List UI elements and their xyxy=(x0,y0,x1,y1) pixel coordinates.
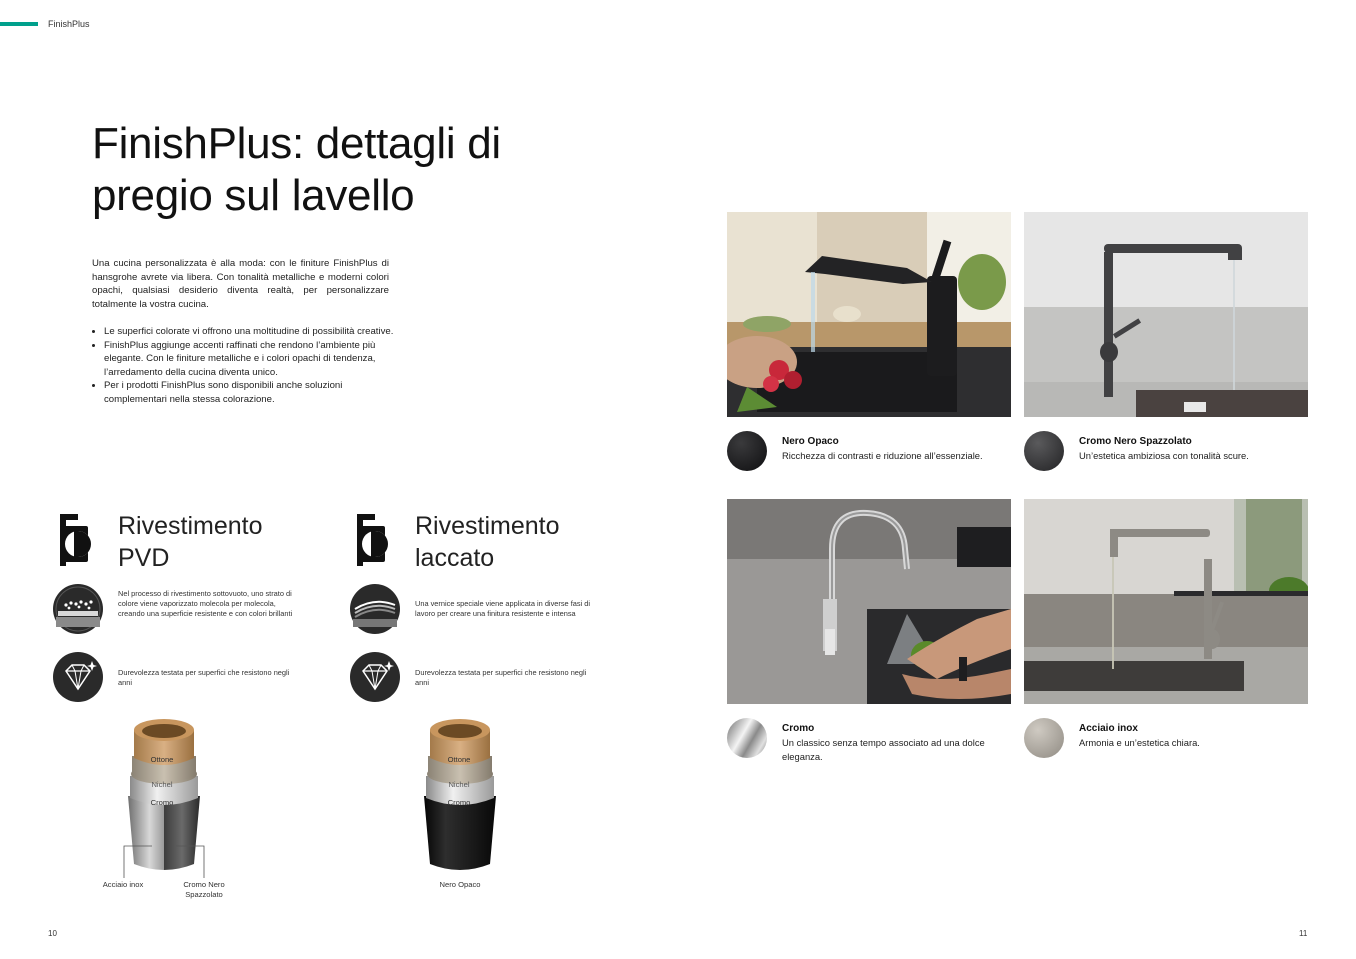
finish-desc: Un’estetica ambiziosa con tonalità scure. xyxy=(1079,450,1249,461)
faucet-coating-icon xyxy=(56,512,96,568)
diamond-icon xyxy=(52,651,104,703)
pvd-title xyxy=(118,510,263,574)
swatch-chrome xyxy=(727,718,767,758)
lacquer-layer-nickel: Nichel xyxy=(448,780,470,789)
vacuum-coating-icon xyxy=(52,583,104,635)
finish-name: Nero Opaco xyxy=(782,436,839,447)
finish-desc: Armonia e un’estetica chiara. xyxy=(1079,737,1200,748)
lacquer-title-line2: laccato xyxy=(415,544,495,572)
page-number-left: 10 xyxy=(48,929,57,938)
lacquer-layers-cylinder xyxy=(416,716,506,872)
photo-matt-black-faucet xyxy=(727,212,1011,417)
finish-desc: Ricchezza di contrasti e riduzione all’essenziale. xyxy=(782,450,983,461)
section-label: FinishPlus xyxy=(48,19,90,29)
feature-list xyxy=(92,325,404,407)
pvd-label-brushed-black: Cromo Nero Spazzolato xyxy=(183,880,225,899)
feature-item: • Per i prodotti FinishPlus sono disponibili anche soluzioni complementari nella stessa colorazione. xyxy=(104,379,404,406)
section-accent-bar xyxy=(0,22,38,26)
page-number-right: 11 xyxy=(1299,929,1308,938)
page-title-line1: FinishPlus: dettagli di xyxy=(92,119,501,168)
swatch-stainless-steel xyxy=(1024,718,1064,758)
swatch-matt-black xyxy=(727,431,767,471)
finish-name: Acciaio inox xyxy=(1079,723,1138,734)
finish-desc: Un classico senza tempo associato ad una dolce eleganza. xyxy=(782,737,985,762)
swatch-brushed-black-chrome xyxy=(1024,431,1064,471)
photo-chrome-faucet xyxy=(727,499,1011,704)
pvd-layer-chrome: Cromo xyxy=(150,798,174,807)
lacquer-durability-desc: Durevolezza testata per superfici che resistono negli anni xyxy=(415,668,587,687)
feature-item: • Le superfici colorate vi offrono una moltitudine di possibilità creative. xyxy=(104,325,404,339)
feature-item: • FinishPlus aggiunge accenti raffinati che rendono l’ambiente più elegante. Con le finiture metalliche e i colori opachi di tendenza, l’arredamento della cucina diventa unico. xyxy=(104,339,404,380)
pvd-label-steel: Acciaio inox xyxy=(102,880,144,889)
pvd-title-line2: PVD xyxy=(118,544,170,572)
pvd-process-desc: Nel processo di rivestimento sottovuoto, uno strato di colore viene vaporizzato molecola per molecola, creando una superficie resistente e con colori brillanti xyxy=(118,589,293,618)
pvd-layer-nickel: Nichel xyxy=(151,780,173,789)
diamond-icon xyxy=(349,651,401,703)
pvd-label-leaders xyxy=(118,842,210,878)
lacquer-title-line1: Rivestimento xyxy=(415,512,560,540)
lacquer-label-matt-black: Nero Opaco xyxy=(439,880,481,889)
finish-name: Cromo xyxy=(782,723,815,734)
faucet-coating-icon xyxy=(353,512,393,568)
page-title-line2: pregio sul lavello xyxy=(92,171,415,220)
lacquer-layers-icon xyxy=(349,583,401,635)
lacquer-process-desc: Una vernice speciale viene applicata in diverse fasi di lavoro per creare una finitura resistente e intensa xyxy=(415,599,591,618)
pvd-title-line1: Rivestimento xyxy=(118,512,263,540)
lacquer-title xyxy=(415,510,560,574)
finish-name: Cromo Nero Spazzolato xyxy=(1079,436,1192,447)
page-title xyxy=(92,118,552,222)
photo-stainless-steel-faucet xyxy=(1024,499,1308,704)
pvd-layer-brass: Ottone xyxy=(150,755,174,764)
lacquer-layer-brass: Ottone xyxy=(447,755,471,764)
photo-brushed-black-chrome-faucet xyxy=(1024,212,1308,417)
intro-paragraph: Una cucina personalizzata è alla moda: con le finiture FinishPlus di hansgrohe avrete via libera. Con tonalità metalliche e moderni colori opachi, qualsiasi desiderio diventa realtà, per personalizzare totalmente la vostra cucina. xyxy=(92,258,389,310)
pvd-durability-desc: Durevolezza testata per superfici che resistono negli anni xyxy=(118,668,290,687)
lacquer-layer-chrome: Cromo xyxy=(447,798,471,807)
